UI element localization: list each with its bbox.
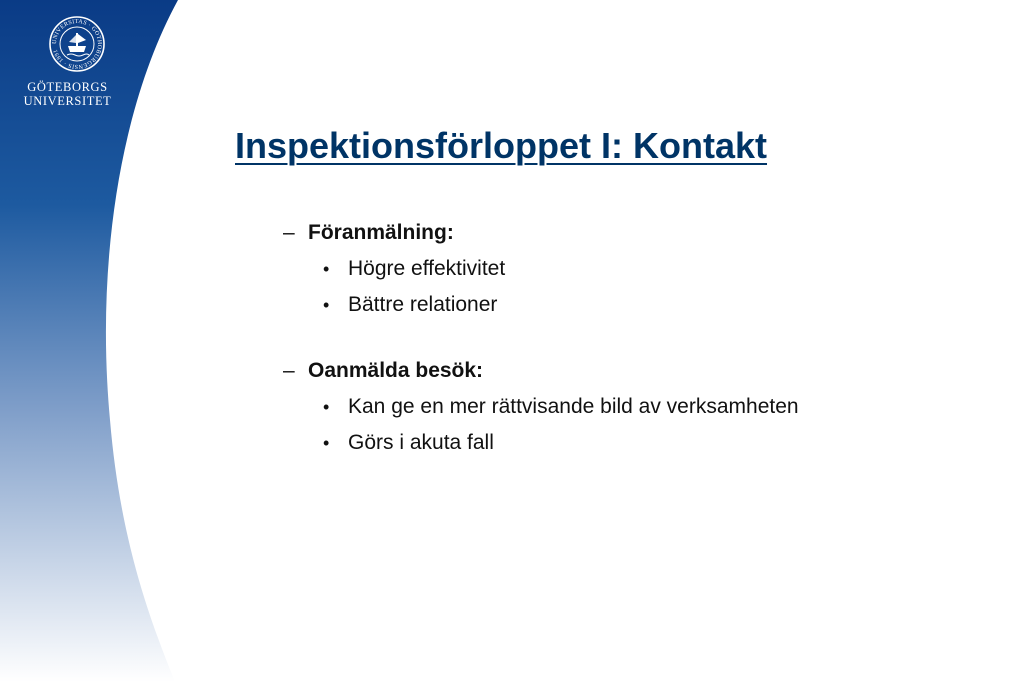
list-item: [323, 392, 983, 422]
bullet-marker: •: [323, 397, 330, 417]
slide-body: [283, 218, 983, 494]
list-item: [323, 290, 983, 320]
bullet-text: Görs i akuta fall: [348, 431, 494, 454]
section-heading-row: [283, 218, 983, 248]
university-name-line2: UNIVERSITET: [23, 94, 112, 108]
bullet-list: [283, 254, 983, 320]
bullet-marker: •: [323, 433, 330, 453]
bullet-marker: •: [323, 259, 330, 279]
seal-ring-text: UNIVERSITAS · GOTHOBURGENSIS · 1891: [51, 18, 103, 70]
section-heading: Oanmälda besök:: [308, 359, 484, 382]
bullet-text: Bättre relationer: [348, 293, 498, 316]
section-unannounced-visits: [283, 356, 983, 458]
bullet-marker: •: [323, 295, 330, 315]
dash-marker: –: [283, 359, 295, 382]
university-seal-icon: [49, 16, 105, 72]
section-heading: Föranmälning:: [308, 221, 454, 244]
bullet-list: [283, 392, 983, 458]
dash-marker: –: [283, 221, 295, 244]
slide-title: Inspektionsförloppet I: Kontakt: [235, 125, 768, 166]
bullet-text: Kan ge en mer rättvisande bild av verksamheten: [348, 395, 799, 418]
university-name-line1: GÖTEBORGS: [27, 80, 108, 94]
bullet-text: Högre effektivitet: [348, 257, 506, 280]
list-item: [323, 428, 983, 458]
section-heading-row: [283, 356, 983, 386]
university-logo: [10, 16, 125, 116]
university-name: [10, 80, 125, 108]
list-item: [323, 254, 983, 284]
section-pre-notification: [283, 218, 983, 320]
